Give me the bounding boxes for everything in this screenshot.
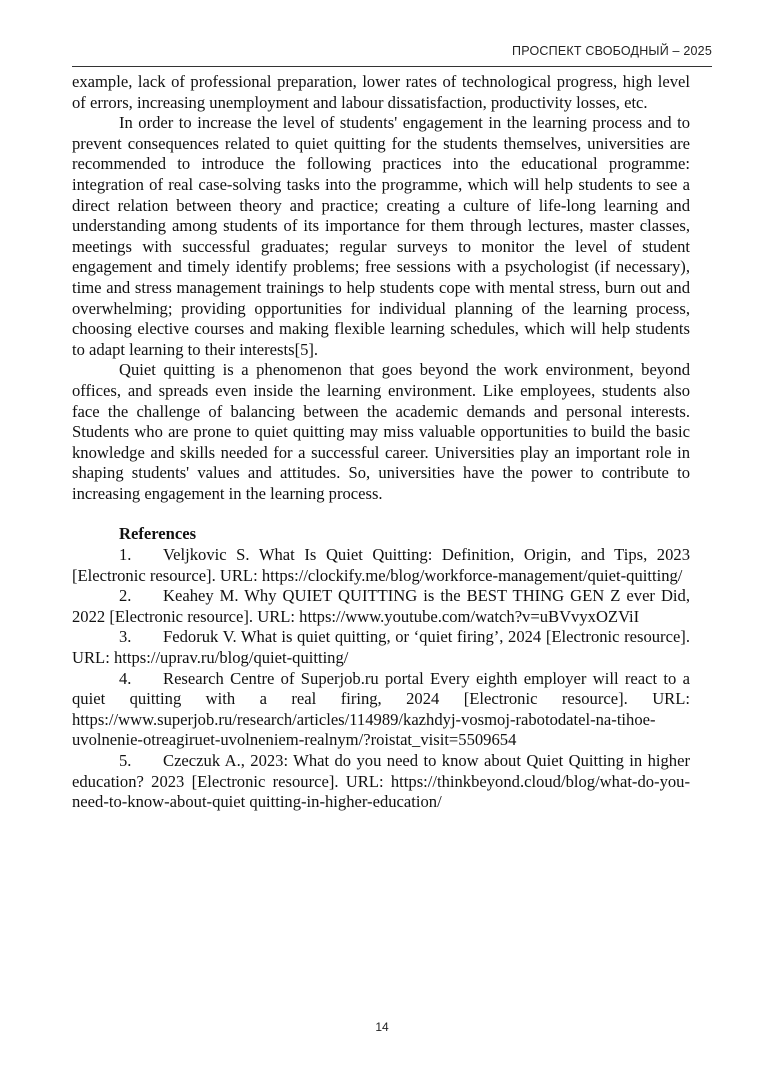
reference-number: 1. xyxy=(119,545,132,565)
reference-item xyxy=(72,751,690,813)
paragraph-3: Quiet quitting is a phenomenon that goes beyond the work environment, beyond offices, and spreads even inside the learning environment. Like employees, students also face the challenge of balancing between the academic demands and personal interests. Students who are prone to quiet quitting may miss valuable opportunities to build the basic knowledge and skills needed for a successful career. Universities play an important role in shaping students' values and attitudes. So, universities have the power to contribute to increasing engagement in the learning process. xyxy=(72,360,690,503)
reference-number: 5. xyxy=(119,751,132,770)
reference-item xyxy=(72,669,690,751)
reference-text: Research Centre of Superjob.ru portal Every eighth employer will react to a quiet quitting with a real firing, 2024 [Electronic resource]. URL: https://www.superjob.ru/research/articles/114989/kazhdyj-vosmoj-rabotodatel-na-tihoe-uvolnenie-otreagiruet-uvolneniem-realnym/?roistat_visit=5509654 xyxy=(72,668,690,750)
paragraph-2: In order to increase the level of students' engagement in the learning process and to prevent consequences related to quiet quitting for the students themselves, universities are recommended to introduce the following practices into the educational programme: integration of real case-solving tasks into the programme, which will help students to see a direct relation between theory and practice; creating a culture of life-long learning and understanding among students of its importance for them through lectures, master classes, meetings with successful graduates; regular surveys to monitor the level of student engagement and timely identify problems; free sessions with a psychologist (if necessary), time and stress management trainings to help students cope with mental stress, burn out and overwhelming; providing opportunities for individual planning of the learning process, choosing elective courses and making flexible learning schedules, which will help students to adapt learning to their interests[5]. xyxy=(72,113,690,359)
reference-text: Fedoruk V. What is quiet quitting, or ‘quiet firing’, 2024 [Electronic resource]. URL: https://uprav.ru/blog/quiet-quitting/ xyxy=(72,627,690,668)
reference-number: 4. xyxy=(119,668,132,688)
reference-item xyxy=(72,545,690,586)
running-header: ПРОСПЕКТ СВОБОДНЫЙ – 2025 xyxy=(512,44,712,58)
reference-text: Veljkovic S. What Is Quiet Quitting: Definition, Origin, and Tips, 2023 [Electronic resource]. URL: https://clockify.me/blog/workforce-management/quiet-quitting/ xyxy=(72,545,690,585)
section-gap xyxy=(72,504,690,524)
reference-item xyxy=(72,586,690,627)
paragraph-1: example, lack of professional preparation, lower rates of technological progress, high level of errors, increasing unemployment and labour dissatisfaction, productivity losses, etc. xyxy=(72,72,690,112)
reference-number: 2. xyxy=(119,586,132,606)
reference-item xyxy=(72,627,690,668)
reference-text: Czeczuk A., 2023: What do you need to know about Quiet Quitting in higher education? 2023 [Electronic resource]. URL: https://thinkbeyond.cloud/blog/what-do-you-need-to-know-about-quiet quitting-in-higher-education/ xyxy=(72,751,690,812)
header-rule xyxy=(72,66,712,67)
page-number: 14 xyxy=(375,1020,389,1034)
body-text xyxy=(72,72,690,813)
reference-number: 3. xyxy=(119,627,132,647)
reference-text: Keahey M. Why QUIET QUITTING is the BEST THING GEN Z ever Did, 2022 [Electronic resource]. URL: https://www.youtube.com/watch?v=uBVvyxOZViI xyxy=(72,586,690,626)
references-heading: References xyxy=(119,524,197,544)
